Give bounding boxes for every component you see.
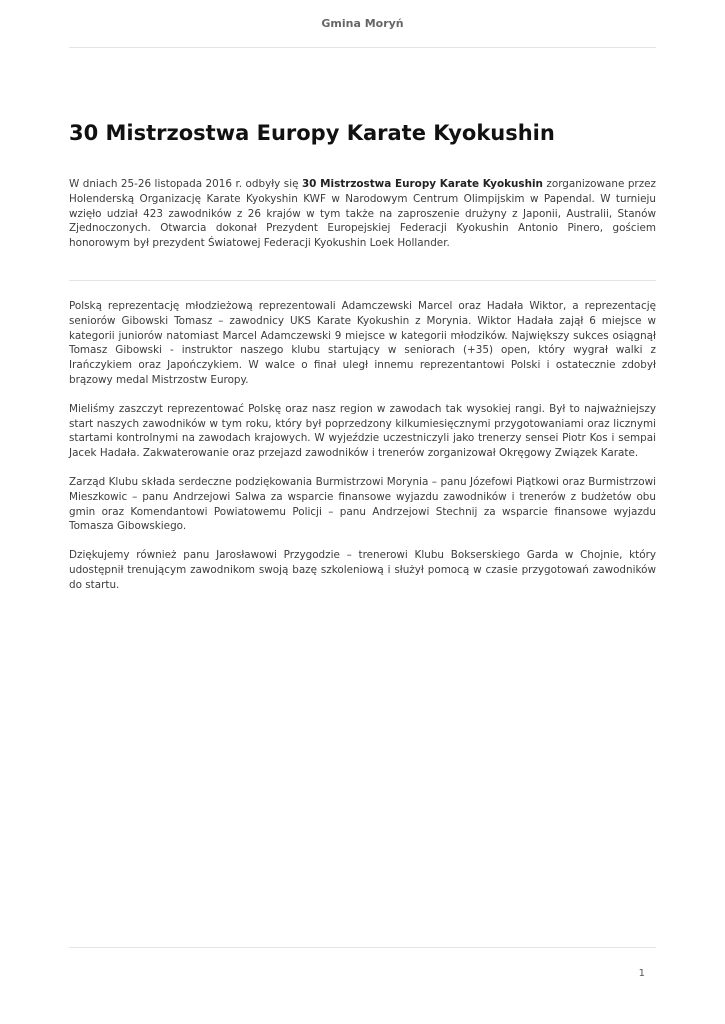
intro-text-start: W dniach 25-26 listopada 2016 r. odbyły się [69, 178, 302, 190]
intro-text-end: zorganizowane przez Holenderską Organizację Karate Kyokyshin KWF w Narodowym Centrum Olimpijskim w Papendal. W turnieju wzięło udział 423 zawodników z 26 krajów w tym także na zaproszenie drużyny z Japonii, Australii, Stanów Zjednoczonych. Otwarcia dokonał Prezydent Europejskiej Federacji Kyokushin Antonio Pinero, gościem honorowym był prezydent Światowej Federacji Kyokushin Loek Hollander. [69, 178, 657, 250]
page-number: 1 [638, 968, 645, 979]
article-body [69, 299, 656, 607]
body-paragraph-1: Polską reprezentację młodzieżową reprezentowali Adamczewski Marcel oraz Hadała Wiktor, a reprezentację seniorów Gibowski Tomasz – zawodnicy UKS Karate Kyokushin z Morynia. Wiktor Hadała zajął 6 miejsce w kategorii juniorów natomiast Marcel Adamczewski 9 miejsce w kategorii młodzików. Największy sukces osiągnął Tomasz Gibowski - instruktor naszego klubu startujący w seniorach (+35) open, który wygrał walki z Irańczykiem oraz Japończykiem. W walce o finał uległ innemu reprezentantowi Polski i ostatecznie zdobył brązowy medal Mistrzostw Europy. [69, 300, 656, 386]
article-title: 30 Mistrzostwa Europy Karate Kyokushin [69, 121, 555, 145]
article-intro [69, 177, 656, 265]
footer-divider [69, 947, 656, 948]
site-header: Gmina Moryń [321, 17, 404, 30]
intro-paragraph [69, 177, 656, 251]
section-divider [69, 280, 656, 281]
header-divider [69, 47, 656, 48]
body-paragraph-4: Dziękujemy również panu Jarosławowi Przygodzie – trenerowi Klubu Bokserskiego Garda w Chojnie, który udostępnił trenującym zawodnikom swoją bazę szkoleniową i służył pomocą w czasie przygotowań zawodników do startu. [69, 549, 656, 591]
body-paragraph-2: Mieliśmy zaszczyt reprezentować Polskę oraz nasz region w zawodach tak wysokiej rangi. Był to najważniejszy start naszych zawodników w tym roku, który był poprzedzony kilkumiesięcznymi przygotowaniami oraz licznymi startami kontrolnymi na zawodach krajowych. W wyjeździe uczestniczyli jako trenerzy sensei Piotr Kos i sempai Jacek Hadała. Zakwaterowanie oraz przejazd zawodników i trenerów zorganizował Okręgowy Związek Karate. [69, 402, 656, 460]
body-paragraph-3: Zarząd Klubu składa serdeczne podziękowania Burmistrzowi Morynia – panu Józefowi Piątkowi oraz Burmistrzowi Mieszkowic – panu Andrzejowi Salwa za wsparcie finansowe wyjazdu zawodników i trenerów z budżetów obu gmin oraz Komendantowi Powiatowemu Policji – panu Andrzejowi Stechnij za wsparcie finansowe wyjazdu Tomasza Gibowskiego. [69, 475, 656, 533]
intro-bold-event-name: 30 Mistrzostwa Europy Karate Kyokushin [301, 178, 543, 190]
